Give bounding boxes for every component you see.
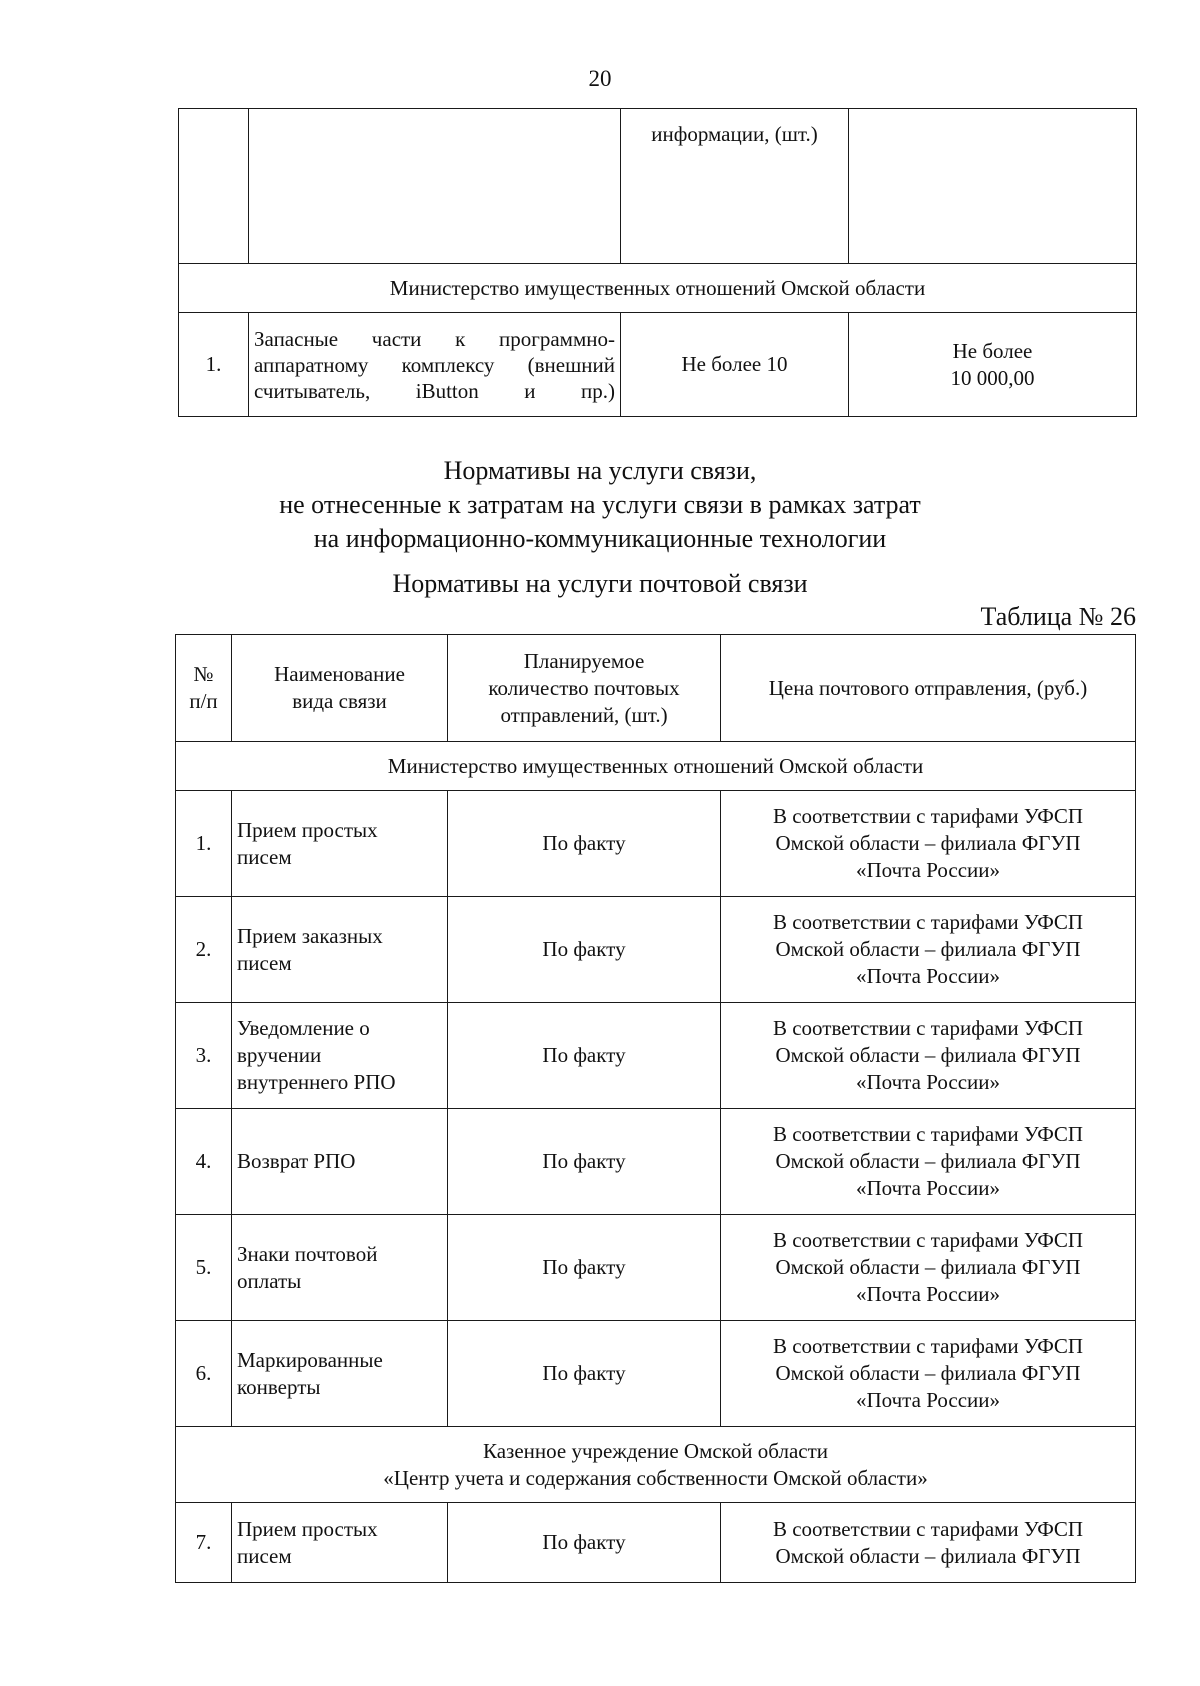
heading-line-1: Нормативы на услуги связи, (443, 456, 757, 485)
table-row (176, 1321, 1136, 1427)
row-number: 5. (176, 1215, 232, 1321)
table-26 (175, 634, 1136, 1583)
page-number: 20 (588, 66, 612, 91)
section-row (179, 264, 1137, 313)
service-quantity: По факту (448, 1003, 721, 1109)
price-cell (849, 109, 1137, 264)
row-number: 4. (176, 1109, 232, 1215)
header-price: Цена почтового отправления, (руб.) (721, 635, 1136, 742)
row-number: 1. (176, 791, 232, 897)
table-row (176, 897, 1136, 1003)
service-quantity: По факту (448, 1321, 721, 1427)
section-row (176, 742, 1136, 791)
table-row (176, 1109, 1136, 1215)
service-price: В соответствии с тарифами УФСП Омской области – филиала ФГУП «Почта России» (721, 1109, 1136, 1215)
table-row (179, 109, 1137, 264)
service-quantity: По факту (448, 1503, 721, 1583)
service-quantity: По факту (448, 791, 721, 897)
item-name: Запасные части к программно-аппаратному комплексу (внешний считыватель, iButton и пр.) (249, 313, 621, 417)
service-name: Уведомление о вручении внутреннего РПО (232, 1003, 448, 1109)
header-qty: Планируемое количество почтовых отправлений, (шт.) (448, 635, 721, 742)
table-row (176, 1503, 1136, 1583)
heading-line-2: не отнесенные к затратам на услуги связи в рамках затрат (279, 490, 921, 519)
section-title: Министерство имущественных отношений Омской области (179, 264, 1137, 313)
service-name: Знаки почтовой оплаты (232, 1215, 448, 1321)
section-heading (0, 454, 1200, 556)
service-quantity: По факту (448, 1109, 721, 1215)
header-num: № п/п (176, 635, 232, 742)
service-name: Прием простых писем (232, 791, 448, 897)
service-quantity: По факту (448, 1215, 721, 1321)
service-name: Маркированные конверты (232, 1321, 448, 1427)
num-cell (179, 109, 249, 264)
row-number: 3. (176, 1003, 232, 1109)
heading-line-3: на информационно-коммуникационные технологии (313, 524, 887, 553)
table-row (176, 1215, 1136, 1321)
service-price: В соответствии с тарифами УФСП Омской области – филиала ФГУП «Почта России» (721, 791, 1136, 897)
unit-cell: информации, (шт.) (621, 109, 849, 264)
table-row (176, 1003, 1136, 1109)
section-row (176, 1427, 1136, 1503)
subtitle: Нормативы на услуги почтовой связи (392, 569, 808, 598)
service-price: В соответствии с тарифами УФСП Омской области – филиала ФГУП «Почта России» (721, 897, 1136, 1003)
section-title: Министерство имущественных отношений Омской области (176, 742, 1136, 791)
row-number: 7. (176, 1503, 232, 1583)
service-name: Прием заказных писем (232, 897, 448, 1003)
service-name: Прием простых писем (232, 1503, 448, 1583)
section-title: Казенное учреждение Омской области «Центр учета и содержания собственности Омской области» (176, 1427, 1136, 1503)
continued-table (178, 108, 1137, 417)
item-quantity: Не более 10 (621, 313, 849, 417)
table-row (176, 791, 1136, 897)
service-quantity: По факту (448, 897, 721, 1003)
service-price: В соответствии с тарифами УФСП Омской области – филиала ФГУП «Почта России» (721, 1003, 1136, 1109)
header-name: Наименование вида связи (232, 635, 448, 742)
name-cell (249, 109, 621, 264)
row-number: 1. (179, 313, 249, 417)
item-price: Не более 10 000,00 (849, 313, 1137, 417)
service-price: В соответствии с тарифами УФСП Омской области – филиала ФГУП «Почта России» (721, 1215, 1136, 1321)
row-number: 6. (176, 1321, 232, 1427)
service-price: В соответствии с тарифами УФСП Омской области – филиала ФГУП (721, 1503, 1136, 1583)
row-number: 2. (176, 897, 232, 1003)
table-row (179, 313, 1137, 417)
service-name: Возврат РПО (232, 1109, 448, 1215)
service-price: В соответствии с тарифами УФСП Омской области – филиала ФГУП «Почта России» (721, 1321, 1136, 1427)
header-row (176, 635, 1136, 742)
table-label: Таблица № 26 (980, 602, 1136, 631)
